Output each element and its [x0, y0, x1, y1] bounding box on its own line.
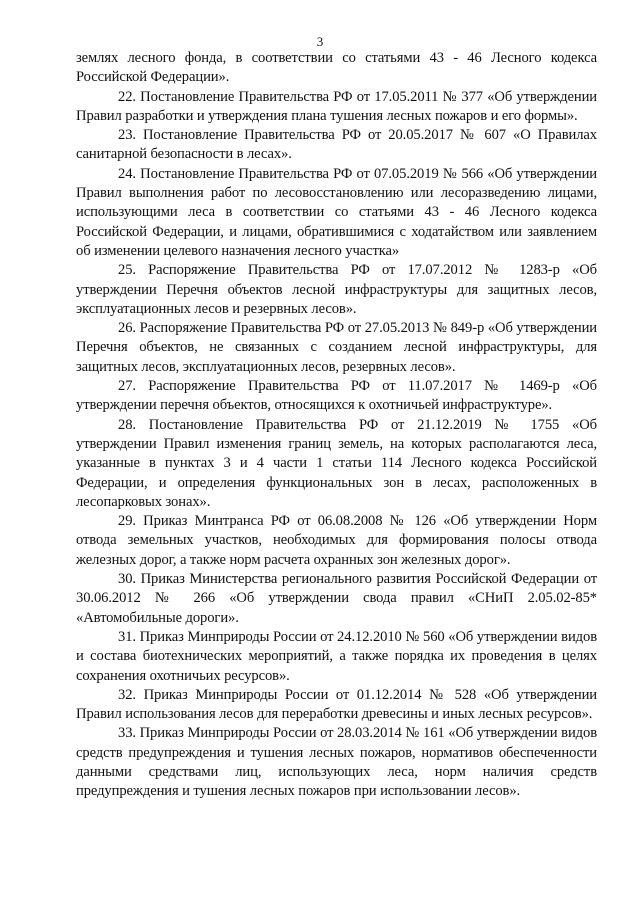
- list-item-25: 25. Распоряжение Правительства РФ от 17.07.2012 № 1283-р «Об утверждении Перечня объектов лесной инфраструктуры для защитных лесов, эксплуатационных лесов и резервных лесов».: [76, 262, 597, 317]
- list-item-27: 27. Распоряжение Правительства РФ от 11.07.2017 № 1469-р «Об утверждении перечня объектов, относящихся к охотничьей инфраструктуре».: [76, 378, 597, 414]
- list-item-29: 29. Приказ Минтранса РФ от 06.08.2008 № 126 «Об утверждении Норм отвода земельных участков, необходимых для формирования полосы отвода железных дорог, а также норм расчета охранных зон железных дорог».: [76, 513, 597, 568]
- list-item-28: 28. Постановление Правительства РФ от 21.12.2019 № 1755 «Об утверждении Правил изменения границ земель, на которых располагаются леса, указанные в пунктах 3 и 4 части 1 статьи 114 Лесного кодекса Российской Федерации, и определения функциональных зон в лесах, расположенных в лесопарковых зонах».: [76, 416, 597, 510]
- list-item-32: 32. Приказ Минприроды России от 01.12.2014 № 528 «Об утверждении Правил использования лесов для переработки древесины и иных лесных ресурсов».: [76, 686, 597, 723]
- list-item-26: 26. Распоряжение Правительства РФ от 27.05.2013 № 849-р «Об утверждении Перечня объектов, не связанных с созданием лесной инфраструктуры, для защитных лесов, эксплуатационных лесов, резервных лесов».: [76, 320, 597, 375]
- document-body: [76, 49, 597, 802]
- list-item-30: 30. Приказ Министерства регионального развития Российской Федерации от 30.06.2012 № 266 «Об утверждении свода правил «СНиП 2.05.02-85* «Автомобильные дороги».: [76, 571, 597, 626]
- list-item-22: 22. Постановление Правительства РФ от 17.05.2011 № 377 «Об утверждении Правил разработки и утверждения плана тушения лесных пожаров и его формы».: [76, 88, 597, 124]
- list-item-33: 33. Приказ Минприроды России от 28.03.2014 № 161 «Об утверждении видов средств предупреждения и тушения лесных пожаров, нормативов обеспеченности данными средствами лиц, использующих леса, норм наличия средств предупреждения и тушения лесных пожаров при использовании лесов».: [76, 725, 597, 800]
- page-number: 3: [316, 34, 324, 49]
- continuation-paragraph: землях лесного фонда, в соответствии со статьями 43 - 46 Лесного кодекса Российской Федерации».: [76, 50, 597, 86]
- list-item-23: 23. Постановление Правительства РФ от 20.05.2017 № 607 «О Правилах санитарной безопасности в лесах».: [76, 127, 597, 163]
- list-item-24: 24. Постановление Правительства РФ от 07.05.2019 № 566 «Об утверждении Правил выполнения работ по лесовосстановлению или лесоразведению лицами, использующими леса в соответствии со статьями 43 - 46 Лесного кодекса Российской Федерации, и лицами, обратившимися с ходатайством или заявлением об изменении целевого назначения лесного участка»: [76, 165, 597, 259]
- list-item-31: 31. Приказ Минприроды России от 24.12.2010 № 560 «Об утверждении видов и состава биотехнических мероприятий, а также порядка их проведения в целях сохранения охотничьих ресурсов».: [76, 628, 597, 684]
